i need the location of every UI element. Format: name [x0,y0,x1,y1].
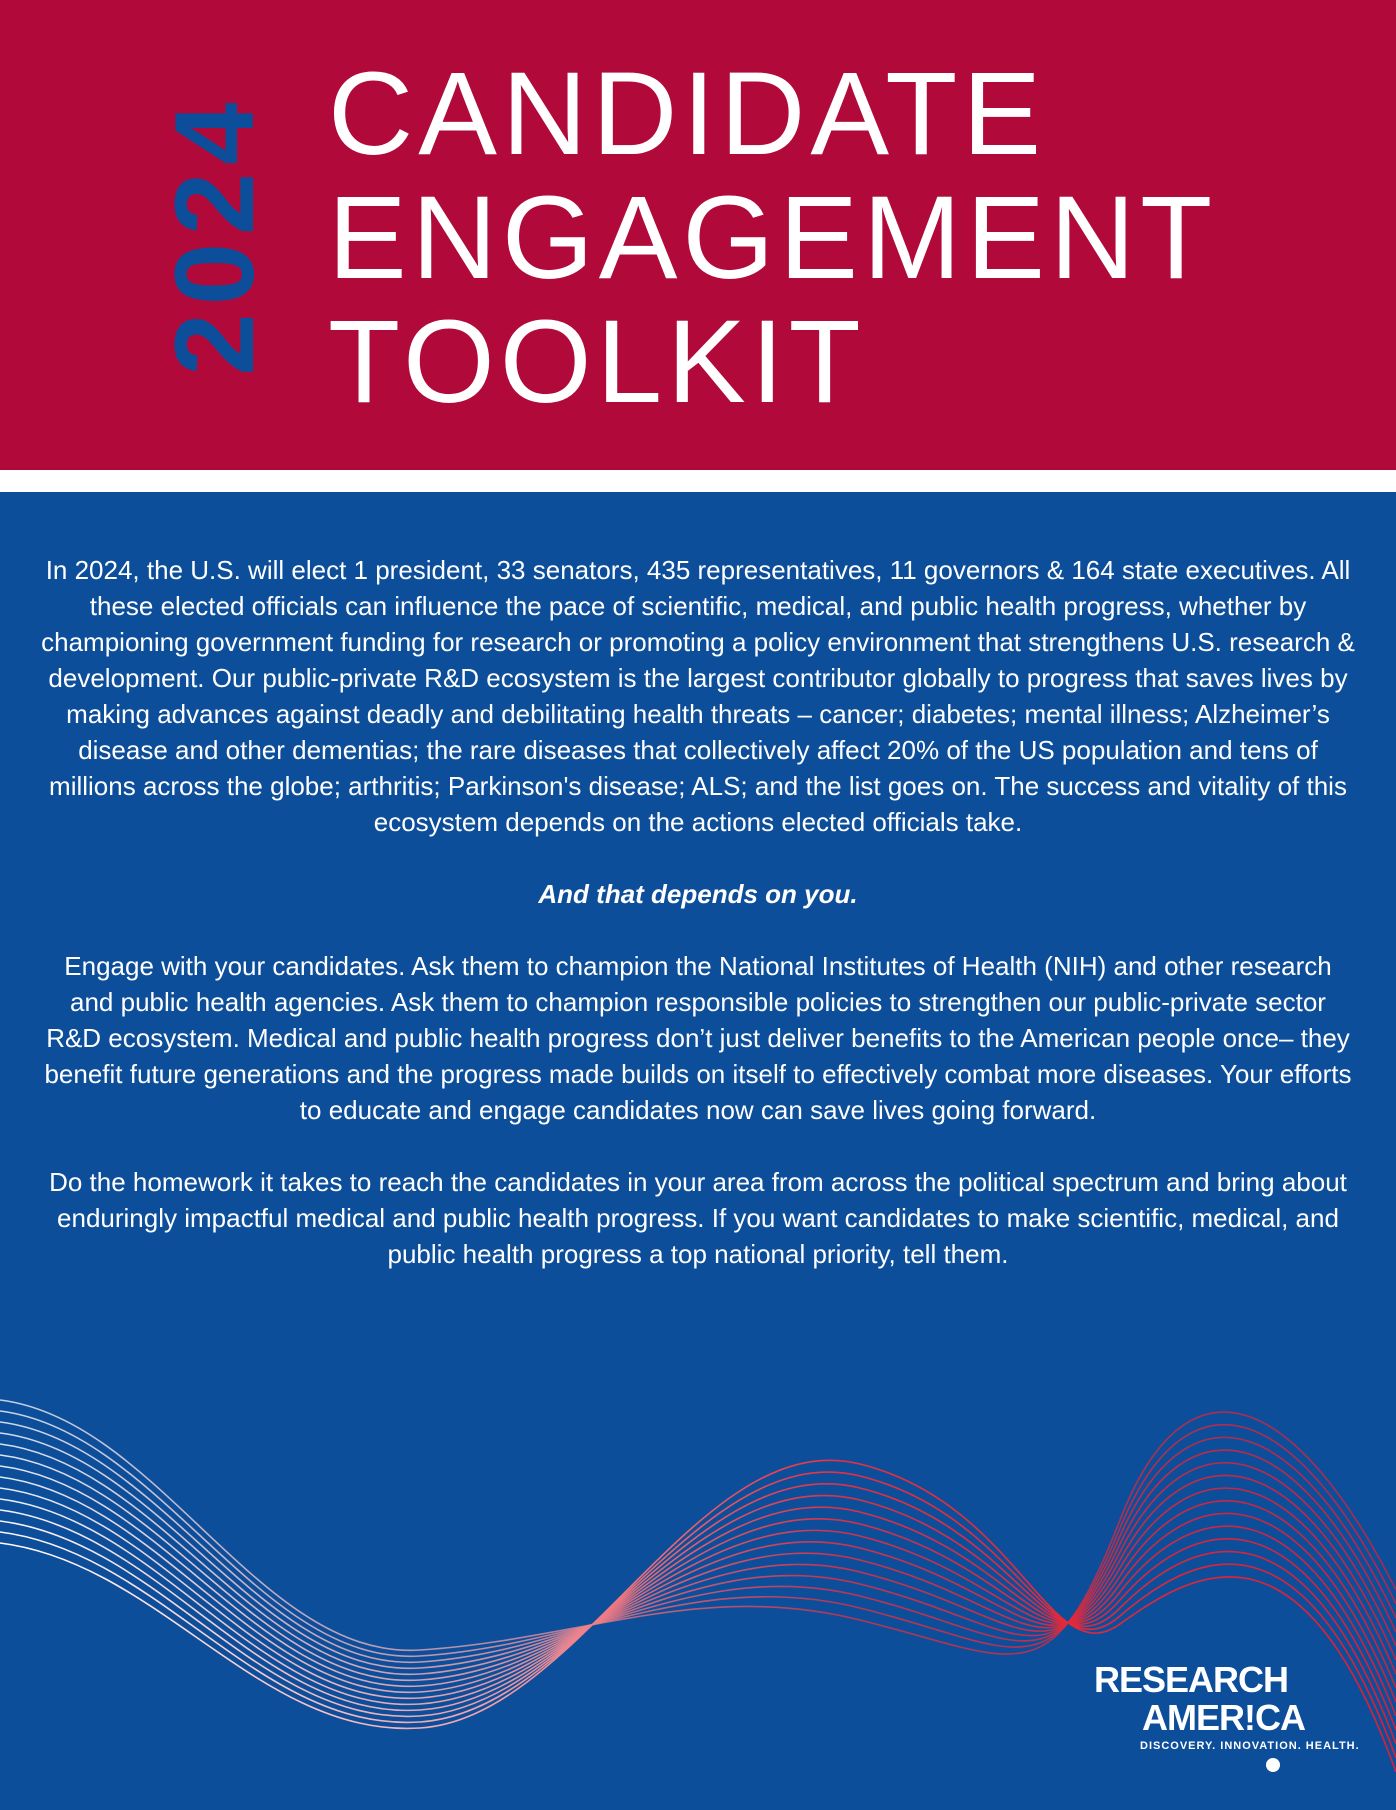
intro-paragraph: In 2024, the U.S. will elect 1 president, 33 senators, 435 representatives, 11 governors & 164 state executives. All these elected officials can influence the pace of scientific, medical, and public health progress, whether by championing government funding for research or promoting a policy environment that strengthens U.S. research & development. Our public-private R&D ecosystem is the largest contributor globally to progress that saves lives by making advances against deadly and debilitating health threats – cancer; diabetes; mental illness; Alzheimer’s disease and other dementias; the rare diseases that collectively affect 20% of the US population and tens of millions across the globe; arthritis; Parkinson's disease; ALS; and the list goes on. The success and vitality of this ecosystem depends on the actions elected officials take. [41,555,1355,837]
logo-dot-icon [1266,1758,1280,1772]
research-america-logo [1090,1659,1360,1786]
title-line-3: TOOLKIT [328,296,866,428]
body-text [40,552,1356,1272]
wave-line [0,1433,1396,1668]
divider-stripe [0,470,1396,492]
homework-paragraph: Do the homework it takes to reach the candidates in your area from across the political spectrum and bring about enduringly impactful medical and public health progress. If you want candidates to make scientific, medical, and public health progress a top national priority, tell them. [49,1167,1347,1269]
engage-paragraph: Engage with your candidates. Ask them to champion the National Institutes of Health (NIH) and other research and public health agencies. Ask them to champion responsible policies to strengthen our public-private sector R&D ecosystem. Medical and public health progress don’t just deliver benefits to the American people once– they benefit future generations and the progress made builds on itself to effectively combat more diseases. Your efforts to educate and engage candidates now can save lives going forward. [44,951,1352,1125]
wave-line [0,1400,1396,1654]
tagline: And that depends on you. [538,879,858,909]
title-line-1: CANDIDATE [328,48,1047,180]
logo-line-1: RESEARCH [1094,1659,1289,1700]
header-banner [0,0,1396,470]
page-title [328,48,1378,428]
logo-tagline: DISCOVERY. INNOVATION. HEALTH. [1140,1740,1360,1752]
year-label: 2024 [152,94,277,376]
wave-line [0,1444,1396,1674]
logo-line-2: AMER!CA [1142,1697,1305,1738]
title-line-2: ENGAGEMENT [328,172,1218,304]
